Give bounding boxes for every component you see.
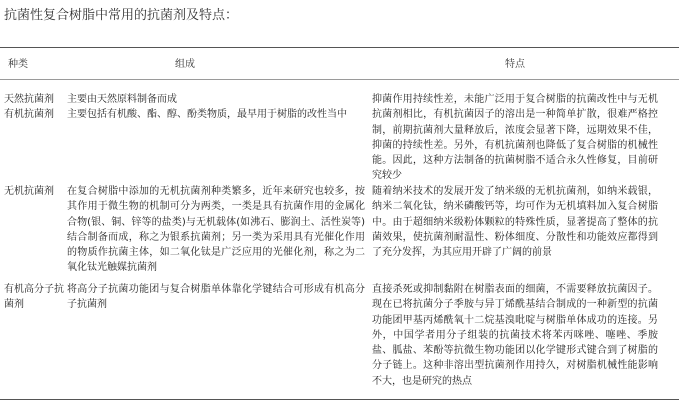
header-features: 特点 xyxy=(505,59,525,70)
table-top-rule xyxy=(0,47,679,48)
row-polymer-composition: 将高分子抗菌功能团与复合树脂单体靠化学键结合可形成有机高分子抗菌剂 xyxy=(67,284,365,311)
row-polymer-features: 直接杀死或抑制黏附在树脂表面的细菌，不需要释放抗菌因子。现在已将抗菌分子季胺与异丁烯酰基结合制成的一种新型的抗菌功能团甲基丙烯酰氧十二烷基溴吡啶与树脂单体成功的连接。另外，中国学者用分子组装的抗菌技术将苯丙咪唑、噻唑、季胺盐、胍盐、苯酚等抗微生物功能团以化学键形式键合到了树脂的分子链上。这种非溶出型抗菌剂作用持久，对树脂机械性能影响不大，也是研究的热点 xyxy=(372,284,658,387)
row-organic-features: 抑菌作用持续性差，未能广泛用于复合树脂的抗菌改性中与无机抗菌剂相比，有机抗菌因子的溶出是一种简单扩散，很难严格控制，前期抗菌剂大量释放后，浓度会显著下降，远期效果不佳，抑菌的持续性差。另外，有机抗菌剂也降低了复合树脂的机械性能。因此，这种方法制备的抗菌树脂不适合永久性修复，目前研究较少 xyxy=(372,94,658,182)
row-polymer-type: 有机高分子抗菌剂 xyxy=(4,284,64,311)
header-composition: 组成 xyxy=(175,59,195,70)
row-organic-type: 有机抗菌剂 xyxy=(4,109,54,120)
page-title: 抗菌性复合树脂中常用的抗菌剂及特点： xyxy=(4,8,239,23)
table-bottom-rule xyxy=(0,399,679,400)
header-type: 种类 xyxy=(8,59,28,70)
row-natural-type: 天然抗菌剂 xyxy=(4,94,54,105)
row-inorganic-composition: 在复合树脂中添加的无机抗菌剂种类繁多，近年来研究也较多，按其作用于微生物的机制可分为两类，一类是具有抗菌作用的金属化合物(银、铜、锌等的盐类)与无机载体(如沸石、膨润土、活性炭等)结合制备而成，称之为银系抗菌剂；另一类为采用具有光催化作用的物质作抗菌主体，如二氧化钛是广泛应用的光催化剂，称之为二氧化钛光触媒抗菌剂 xyxy=(67,186,365,274)
row-natural-composition: 主要由天然原料制备而成 xyxy=(67,94,177,105)
row-inorganic-type: 无机抗菌剂 xyxy=(4,186,54,197)
row-organic-composition: 主要包括有机酸、酯、醇、酚类物质，最早用于树脂的改性当中 xyxy=(67,109,347,120)
header-bottom-rule xyxy=(0,79,679,80)
row-inorganic-features: 随着纳米技术的发展开发了纳米级的无机抗菌剂，如纳米载银，纳米二氧化钛，纳米磷酸钙等，均可作为无机填料加入复合树脂中。由于超细纳米级粉体颗粒的特殊性质，显著提高了整体的抗菌效果，使抗菌剂耐温性、粉体细度、分散性和功能效应都得到了充分发挥，为其应用开辟了广阔的前景 xyxy=(372,186,658,259)
